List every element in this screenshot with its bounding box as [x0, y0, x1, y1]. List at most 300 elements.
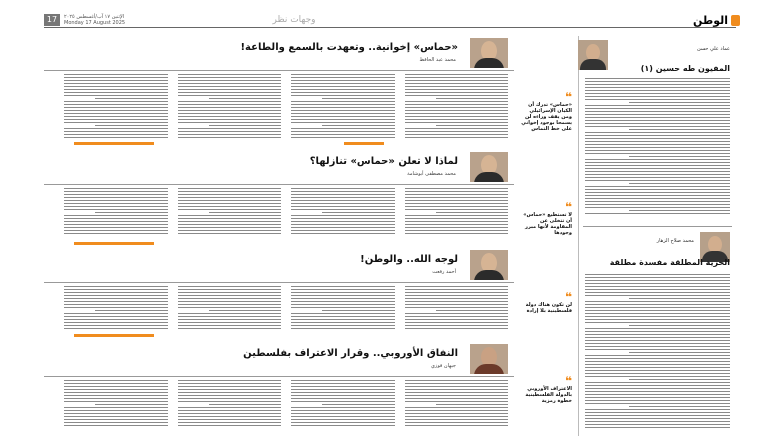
text-line — [585, 361, 730, 362]
text-line — [64, 419, 168, 420]
text-line — [291, 218, 395, 219]
text-line — [178, 74, 282, 75]
text-line — [64, 230, 168, 231]
quote-mark-icon: ❝ — [564, 200, 572, 214]
text-line — [291, 134, 395, 135]
text-line — [178, 191, 282, 192]
text-line — [291, 137, 395, 138]
text-line — [178, 92, 282, 93]
text-column — [64, 286, 168, 331]
text-line — [178, 295, 282, 296]
text-line — [585, 123, 730, 124]
text-line — [178, 86, 282, 87]
text-line — [178, 304, 282, 305]
text-line — [291, 89, 395, 90]
text-line — [64, 194, 168, 195]
text-line — [64, 313, 168, 314]
text-line — [178, 292, 282, 293]
sidebar-author: محمد صلاح الزهار — [656, 238, 694, 244]
text-line — [64, 92, 168, 93]
text-line — [291, 383, 395, 384]
text-line — [95, 404, 167, 405]
text-line — [405, 203, 509, 204]
text-line — [64, 107, 168, 108]
text-line — [209, 404, 281, 405]
text-line — [585, 114, 730, 115]
quote-mark-icon: ❝ — [564, 374, 572, 388]
sidebar-body — [585, 78, 730, 218]
text-line — [64, 416, 168, 417]
text-line — [291, 227, 395, 228]
text-line — [291, 191, 395, 192]
text-line — [405, 122, 509, 123]
text-line — [405, 95, 509, 96]
text-line — [585, 337, 730, 338]
text-line — [405, 218, 509, 219]
main-column — [44, 36, 576, 436]
text-line — [178, 307, 282, 308]
text-line — [405, 425, 509, 426]
text-line — [585, 382, 730, 383]
text-line — [585, 319, 730, 320]
text-line — [585, 96, 730, 97]
text-line — [405, 107, 509, 108]
author-photo — [470, 250, 508, 280]
text-line — [405, 104, 509, 105]
text-line — [585, 144, 730, 145]
text-line — [629, 298, 731, 299]
text-line — [64, 89, 168, 90]
text-line — [405, 289, 509, 290]
author-photo — [470, 344, 508, 374]
newspaper-page — [44, 8, 736, 436]
accent-bar — [74, 142, 154, 145]
text-line — [291, 119, 395, 120]
text-line — [178, 203, 282, 204]
text-line — [178, 322, 282, 323]
text-line — [291, 401, 395, 402]
text-line — [585, 322, 730, 323]
text-line — [178, 209, 282, 210]
text-line — [585, 132, 730, 133]
text-line — [405, 328, 509, 329]
text-column — [405, 74, 509, 140]
text-line — [291, 116, 395, 117]
text-column — [291, 380, 395, 428]
text-line — [405, 304, 509, 305]
text-line — [585, 328, 730, 329]
title-rule — [44, 70, 514, 71]
text-line — [64, 191, 168, 192]
quote-mark-icon: ❝ — [564, 90, 572, 104]
text-line — [585, 180, 730, 181]
text-line — [64, 206, 168, 207]
text-line — [64, 233, 168, 234]
text-line — [178, 383, 282, 384]
text-line — [629, 352, 731, 353]
text-line — [291, 224, 395, 225]
text-line — [291, 188, 395, 189]
text-line — [178, 389, 282, 390]
text-line — [64, 386, 168, 387]
text-line — [64, 401, 168, 402]
text-line — [585, 78, 730, 79]
text-line — [585, 204, 730, 205]
text-line — [405, 407, 509, 408]
text-line — [64, 295, 168, 296]
text-line — [585, 307, 730, 308]
article-2 — [44, 150, 514, 246]
text-line — [178, 298, 282, 299]
text-line — [405, 137, 509, 138]
article-body — [64, 188, 508, 236]
title-rule — [44, 376, 514, 377]
text-line — [291, 325, 395, 326]
text-line — [405, 295, 509, 296]
text-line — [405, 224, 509, 225]
text-line — [436, 98, 508, 99]
section-title: وجهات نظر — [272, 15, 316, 25]
text-line — [405, 422, 509, 423]
text-line — [64, 116, 168, 117]
text-line — [405, 194, 509, 195]
text-line — [291, 110, 395, 111]
text-line — [405, 230, 509, 231]
text-line — [291, 398, 395, 399]
text-line — [64, 134, 168, 135]
article-body — [64, 74, 508, 140]
sidebar-column — [578, 36, 736, 436]
text-line — [405, 77, 509, 78]
text-line — [405, 416, 509, 417]
text-column — [64, 188, 168, 236]
text-line — [405, 113, 509, 114]
text-line — [178, 410, 282, 411]
text-line — [405, 74, 509, 75]
text-line — [585, 153, 730, 154]
text-line — [64, 227, 168, 228]
text-line — [291, 322, 395, 323]
pull-quote-text: لا تستطيع «حماس» أن تتخلى عن المقاومة لأنها مبرر وجودها — [523, 212, 572, 236]
text-line — [291, 74, 395, 75]
text-line — [405, 395, 509, 396]
text-line — [629, 379, 731, 380]
text-line — [585, 192, 730, 193]
text-line — [585, 99, 730, 100]
text-line — [405, 200, 509, 201]
text-line — [291, 380, 395, 381]
text-line — [585, 171, 730, 172]
text-line — [178, 128, 282, 129]
date-english: Monday 17 August 2025 — [64, 20, 126, 26]
text-line — [585, 415, 730, 416]
text-line — [178, 380, 282, 381]
text-line — [585, 168, 730, 169]
text-line — [178, 137, 282, 138]
text-line — [64, 289, 168, 290]
text-line — [585, 310, 730, 311]
text-line — [291, 92, 395, 93]
text-line — [95, 310, 167, 311]
text-line — [178, 227, 282, 228]
text-line — [585, 135, 730, 136]
text-line — [291, 304, 395, 305]
text-line — [178, 395, 282, 396]
text-line — [95, 98, 167, 99]
text-line — [178, 233, 282, 234]
text-line — [178, 110, 282, 111]
text-line — [291, 197, 395, 198]
text-column — [64, 380, 168, 428]
text-line — [585, 427, 730, 428]
text-line — [178, 206, 282, 207]
text-line — [178, 401, 282, 402]
text-line — [585, 400, 730, 401]
text-line — [178, 122, 282, 123]
text-line — [322, 212, 394, 213]
logo-text: الوطن — [692, 14, 728, 27]
text-line — [178, 218, 282, 219]
text-line — [585, 292, 730, 293]
text-line — [405, 233, 509, 234]
text-line — [178, 119, 282, 120]
sidebar-title: المفيون طه حسين (١) — [640, 64, 730, 73]
text-column — [178, 380, 282, 428]
text-line — [585, 90, 730, 91]
text-line — [291, 313, 395, 314]
page-number: 17 — [44, 14, 60, 26]
text-line — [585, 418, 730, 419]
text-line — [585, 373, 730, 374]
text-line — [405, 383, 509, 384]
text-line — [64, 292, 168, 293]
author-photo — [470, 152, 508, 182]
text-line — [64, 380, 168, 381]
text-line — [585, 385, 730, 386]
text-line — [585, 412, 730, 413]
text-line — [64, 215, 168, 216]
text-line — [585, 186, 730, 187]
pull-quote-text: لن تكون هناك دولة فلسطينية بلا إرادة — [525, 302, 572, 314]
text-line — [322, 98, 394, 99]
text-line — [585, 141, 730, 142]
text-line — [405, 209, 509, 210]
sidebar-body — [585, 274, 730, 430]
text-line — [405, 188, 509, 189]
title-rule — [44, 282, 514, 283]
text-line — [585, 346, 730, 347]
text-line — [585, 198, 730, 199]
text-line — [291, 413, 395, 414]
text-line — [405, 110, 509, 111]
text-line — [64, 325, 168, 326]
text-line — [178, 325, 282, 326]
text-line — [291, 392, 395, 393]
text-line — [178, 392, 282, 393]
quote-mark-icon: ❝ — [564, 290, 572, 304]
text-line — [64, 383, 168, 384]
text-line — [64, 398, 168, 399]
text-line — [629, 210, 731, 211]
text-line — [585, 87, 730, 88]
text-line — [95, 125, 167, 126]
text-line — [585, 421, 730, 422]
text-line — [405, 128, 509, 129]
text-line — [291, 292, 395, 293]
text-line — [585, 138, 730, 139]
text-line — [178, 386, 282, 387]
text-line — [178, 407, 282, 408]
text-line — [64, 286, 168, 287]
pull-quote-text: «حماس» تدرك أن الكيان الإسرائيلي ومن يقف وراءه لن يسمحا بوجود إخواني على خط التماس — [521, 102, 572, 132]
text-line — [405, 307, 509, 308]
article-body — [64, 286, 508, 331]
text-column — [405, 286, 509, 331]
text-line — [209, 310, 281, 311]
text-line — [178, 313, 282, 314]
text-line — [585, 177, 730, 178]
text-line — [629, 183, 731, 184]
text-line — [585, 117, 730, 118]
title-rule — [44, 184, 514, 185]
accent-bar — [344, 142, 384, 145]
text-line — [405, 80, 509, 81]
text-line — [585, 147, 730, 148]
text-line — [178, 104, 282, 105]
text-line — [291, 221, 395, 222]
text-line — [585, 189, 730, 190]
accent-bar — [74, 242, 154, 245]
text-line — [436, 404, 508, 405]
text-line — [64, 221, 168, 222]
text-line — [405, 206, 509, 207]
text-line — [585, 111, 730, 112]
text-line — [95, 212, 167, 213]
text-line — [585, 313, 730, 314]
text-line — [291, 128, 395, 129]
text-line — [64, 322, 168, 323]
text-line — [64, 101, 168, 102]
text-line — [405, 389, 509, 390]
text-line — [291, 131, 395, 132]
text-line — [209, 212, 281, 213]
text-line — [64, 328, 168, 329]
text-line — [291, 301, 395, 302]
text-line — [291, 389, 395, 390]
text-line — [585, 370, 730, 371]
text-line — [178, 425, 282, 426]
text-line — [291, 328, 395, 329]
text-line — [405, 301, 509, 302]
text-line — [64, 104, 168, 105]
text-line — [291, 289, 395, 290]
text-line — [64, 209, 168, 210]
text-line — [405, 134, 509, 135]
text-column — [64, 74, 168, 140]
text-line — [209, 125, 281, 126]
article-title: «حماس» إخوانية.. وتعهدت بالسمع والطاعة! — [240, 42, 458, 53]
text-line — [585, 93, 730, 94]
text-line — [64, 200, 168, 201]
text-line — [585, 376, 730, 377]
text-line — [405, 86, 509, 87]
text-line — [405, 286, 509, 287]
text-line — [178, 419, 282, 420]
text-line — [585, 195, 730, 196]
text-line — [291, 215, 395, 216]
text-column — [178, 286, 282, 331]
text-line — [64, 422, 168, 423]
text-line — [64, 131, 168, 132]
text-line — [64, 86, 168, 87]
article-title: النفاق الأوروبي.. وقرار الاعتراف بفلسطين — [243, 348, 458, 359]
text-line — [64, 425, 168, 426]
text-line — [405, 227, 509, 228]
text-line — [291, 230, 395, 231]
text-line — [405, 101, 509, 102]
text-line — [291, 419, 395, 420]
text-line — [585, 397, 730, 398]
text-line — [585, 162, 730, 163]
text-line — [405, 419, 509, 420]
text-line — [291, 295, 395, 296]
text-column — [405, 188, 509, 236]
text-line — [585, 358, 730, 359]
article-3 — [44, 248, 514, 340]
text-line — [178, 289, 282, 290]
text-line — [585, 165, 730, 166]
text-line — [405, 316, 509, 317]
text-line — [585, 174, 730, 175]
text-line — [585, 126, 730, 127]
date-arabic: الإثنين ١٧ آب/أغسطس ٢٠٢٥ — [64, 14, 125, 20]
pull-quote-3 — [520, 292, 572, 344]
text-line — [585, 81, 730, 82]
text-column — [291, 286, 395, 331]
text-line — [585, 391, 730, 392]
text-line — [585, 108, 730, 109]
text-line — [64, 389, 168, 390]
article-1 — [44, 36, 514, 148]
text-line — [64, 307, 168, 308]
text-line — [585, 349, 730, 350]
text-line — [64, 188, 168, 189]
text-column — [291, 74, 395, 140]
text-line — [585, 304, 730, 305]
text-line — [64, 77, 168, 78]
text-line — [585, 213, 730, 214]
text-line — [585, 280, 730, 281]
text-line — [64, 74, 168, 75]
text-line — [291, 416, 395, 417]
pull-quote-2 — [520, 202, 572, 254]
text-line — [585, 364, 730, 365]
text-line — [178, 328, 282, 329]
pull-quote-1 — [520, 92, 572, 144]
pull-quote-text: الاعتراف الأوروبي بالدولة الفلسطينية خطوة رمزية — [525, 386, 572, 404]
article-4 — [44, 342, 514, 436]
text-line — [585, 394, 730, 395]
text-line — [178, 131, 282, 132]
text-line — [64, 83, 168, 84]
text-line — [291, 298, 395, 299]
text-line — [291, 200, 395, 201]
text-line — [585, 274, 730, 275]
text-line — [178, 197, 282, 198]
text-line — [585, 105, 730, 106]
text-line — [291, 319, 395, 320]
text-line — [178, 194, 282, 195]
